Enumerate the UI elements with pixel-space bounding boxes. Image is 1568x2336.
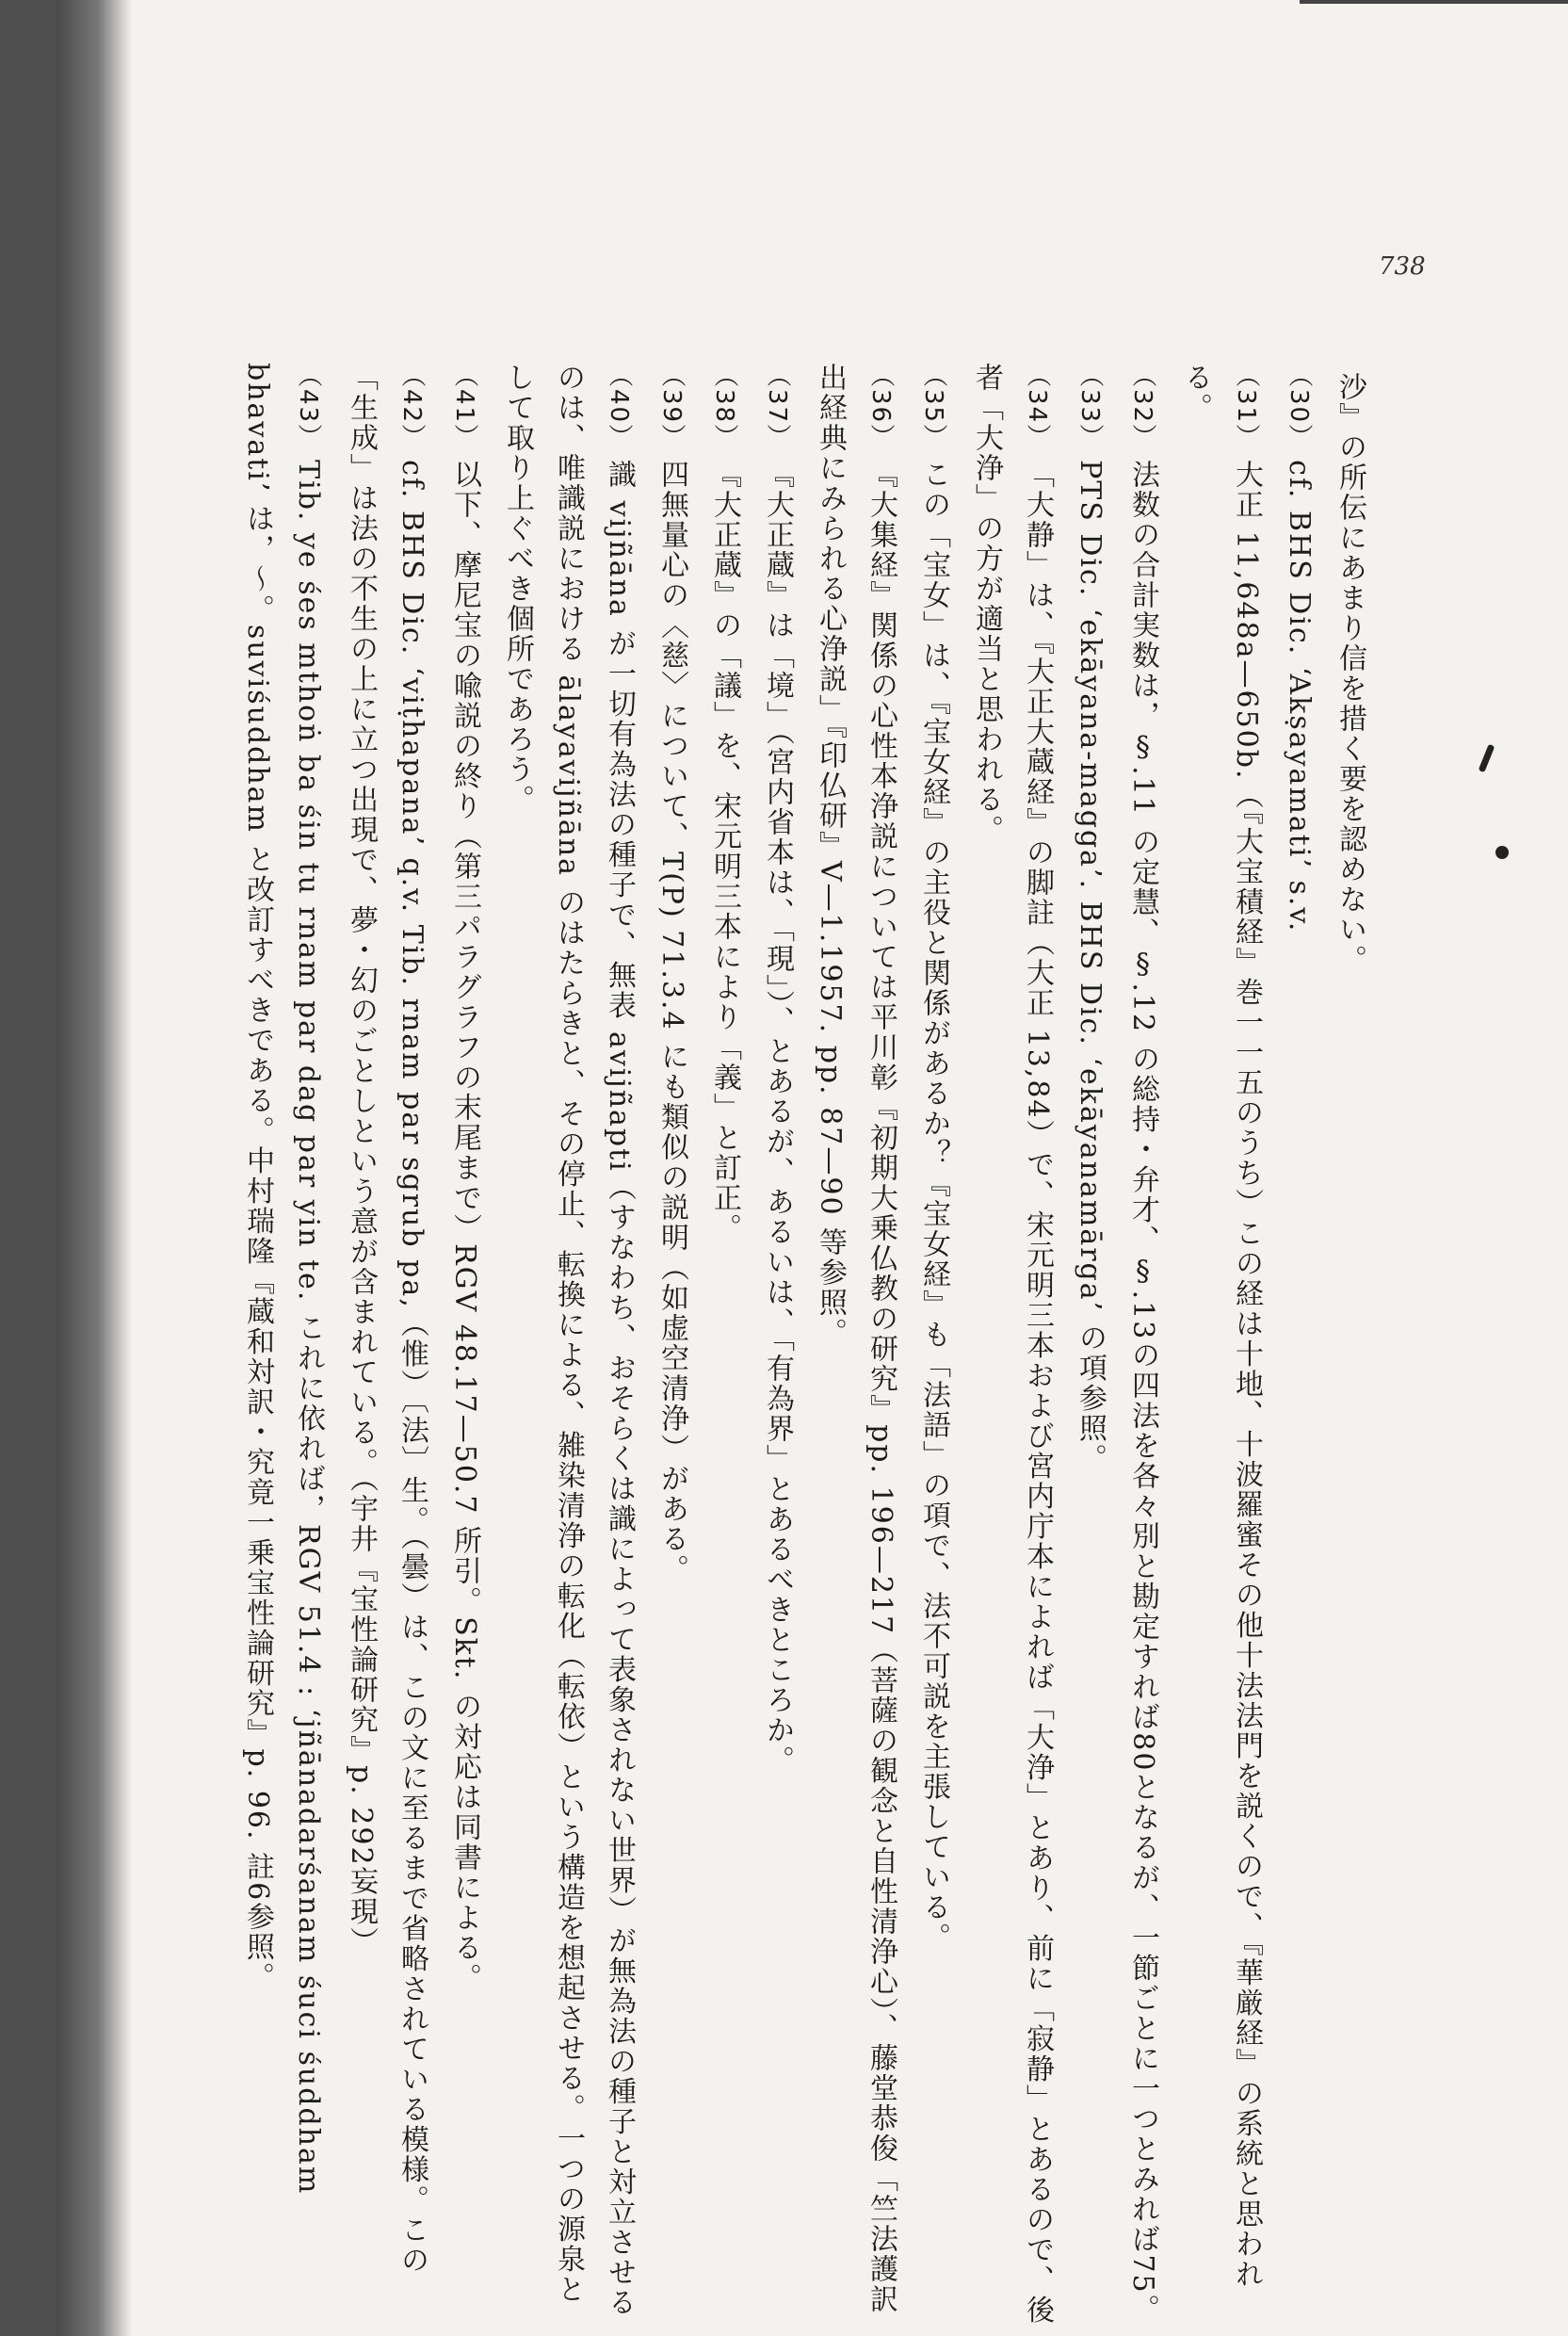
scan-edge-shadow (0, 0, 188, 2336)
note-39: （39）四無量心の〈慈〉について、T(P) 71.3.4 にも類似の説明（如虚空清浄）がある。 (655, 363, 688, 1585)
footnotes (230, 363, 1375, 2331)
note-33: （33）PTS Dic. ‘ekāyana-magga’. BHS Dic. ‘ekāyanamārga’ の項参照。 (1074, 363, 1107, 1474)
page-number: 738 (1379, 252, 1426, 281)
note-34: （34）「大静」は、『大正大蔵経』の脚註（大正 13,84）で、宋元明三本および宮内庁本によれば「大浄」とあり、前に「寂静」とあるので、後者「大浄」の方が適当と思われる。 (970, 363, 1054, 2326)
note-41: （41）以下、摩尼宝の喩説の終り（第三パラグラフの末尾まで）RGV 48.17—50.7 所引。Skt. の対応は同書による。 (448, 363, 481, 1993)
note-36: （36）『大集経』関係の心性本浄説については平川彰『初期大乗仏教の研究』pp. 196—217（菩薩の観念と自性清浄心）、藤堂恭俊「竺法護訳出経典にみられる心浄説」『印仏研』V—1.1957. pp. 87—90 等参照。 (814, 363, 897, 2315)
top-rule (1300, 0, 1568, 4)
note-37: （37）『大正蔵』は「境」（宮内省本は、「現」）、とあるが、あるいは、「有為界」とあるべきところか。 (761, 363, 794, 1776)
note-42: （42）cf. BHS Dic. ‘viṭhapana’ q.v. Tib. rnam par sgrub pa,（惟）〔法〕生。（曇）は、この文に至るまで省略されている模様。この「生成」は法の不生の上に立つ出現で、夢・幻のごとしという意が含まれている。（宇井『宝性論研究』p. 292妄現） (345, 363, 428, 2276)
note-32: （32）法数の合計実数は，§.11 の定慧、§.12 の総持・弁才、§.13の四法を各々別と勘定すれば80となるが、一節ごとに一つとみれば75。 (1126, 363, 1159, 2325)
stray-mark (1479, 744, 1495, 772)
note-43: （43）Tib. ye śes mthoṅ ba śin tu rnam par dag par yin te. これに依れば，RGV 51.4 : ‘jñānadarśanam śuci śuddham bhavati’ は，～。suviśuddham と改訂すべきである。中村瑞隆『蔵和対訳・究竟一乗宝性論研究』p. 96. 註6参照。 (241, 363, 325, 2196)
stray-dot (1495, 846, 1509, 859)
note-38: （38）『大正蔵』の「議」を、宋元明三本により「義」と訂正。 (708, 363, 741, 1244)
note-31: （31）大正 11,648a—650b.（『大宝積経』巻一一五のうち）この経は十地、十波羅蜜その他十法法門を説くので、『華厳経』の系統と思われる。 (1179, 363, 1263, 2290)
note-30: （30）cf. BHS Dic. ‘Akṣayamati’ s.v. (1283, 363, 1316, 933)
note-40: （40）識 vijñāna が一切有為法の種子で、無表 avijñapti（すなわち、おそらくは識によって表象されない世界）が無為法の種子と対立させるのは、唯識説における ālayavijñāna のはたらきと、その停止、転換による、雑染清浄の転化（転依）という構造を想起させる。一つの源泉として取り上ぐべき個所であろう。 (501, 363, 636, 2318)
note-continued: 沙』の所伝にあまり信を措く要を認めない。 (1334, 372, 1366, 975)
note-35: （35）この「宝女」は、『宝女経』の主役と関係があるか？『宝女経』も「法語」の項で、法不可説を主張している。 (917, 363, 950, 1954)
